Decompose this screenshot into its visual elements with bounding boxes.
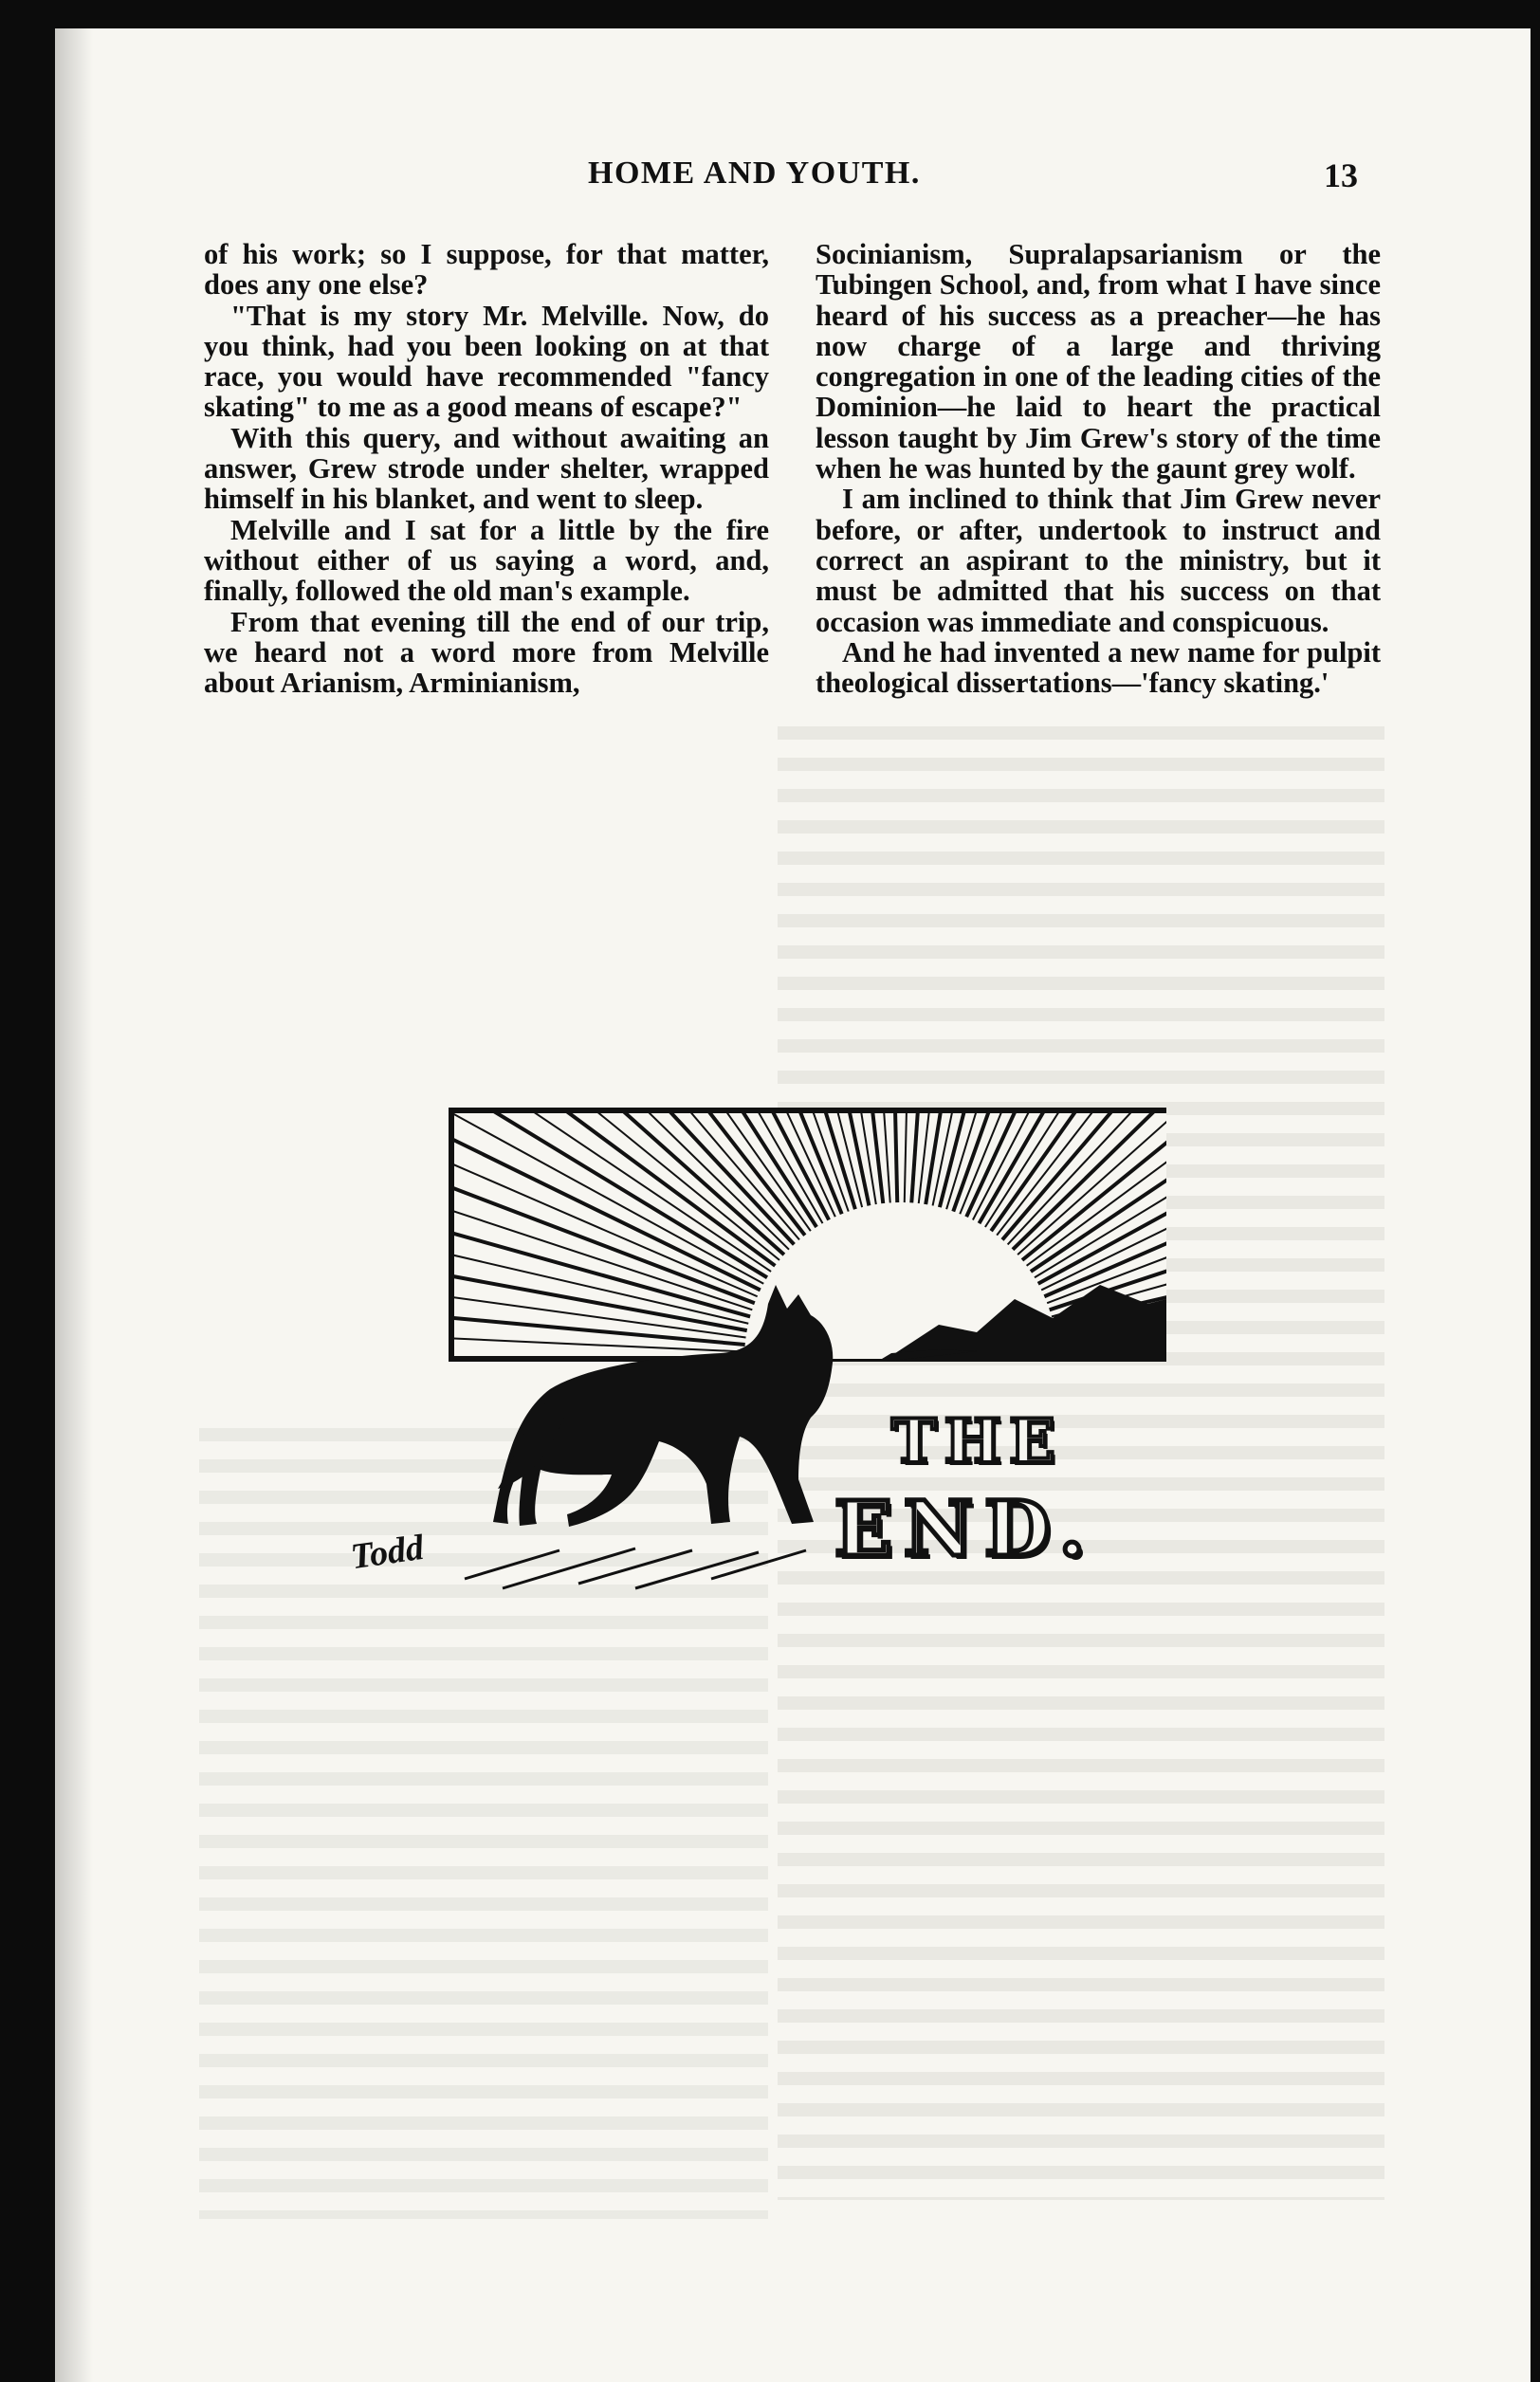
wolf-illustration — [348, 1105, 1166, 1607]
paragraph: With this query, and without awaiting an answer, Grew strode under shelter, wrapped himself in his blanket, and went to sleep. — [204, 421, 769, 516]
right-column — [816, 239, 1381, 698]
gutter-shadow — [55, 28, 93, 2382]
page-number: 13 — [1324, 156, 1358, 194]
paragraph: "That is my story Mr. Melville. Now, do you think, had you been looking on at that race, you would have recommended "fancy skating" to me as a good means of escape?" — [204, 299, 769, 424]
artist-signature: Todd — [348, 1527, 427, 1578]
paragraph: Socinianism, Supralapsarianism or the Tubingen School, and, from what I have since heard of his success as a preacher—he has now charge of a large and thriving congregation in one of the leading cities of the Dominion—he laid to heart the practical lesson taught by Jim Grew's story of the time when he was hunted by the gaunt grey wolf. — [816, 238, 1381, 486]
paragraph: From that evening till the end of our trip, we heard not a word more from Melville about Arianism, Arminianism, — [204, 605, 769, 700]
paragraph: Melville and I sat for a little by the fire without either of us saying a word, and, finally, followed the old man's example. — [204, 513, 769, 608]
paragraph: And he had invented a new name for pulpit theological dissertations—'fancy skating.' — [816, 635, 1381, 700]
paragraph: I am inclined to think that Jim Grew never before, or after, undertook to instruct and correct an aspirant to the ministry, but it must be admitted that his success on that occasion was immediate and conspicuous. — [816, 483, 1381, 638]
the-end-line-1: THE — [891, 1406, 1063, 1477]
the-end-line-2: END. — [834, 1484, 1097, 1573]
left-column — [204, 239, 769, 698]
running-head: HOME AND YOUTH. — [588, 156, 921, 191]
paragraph: of his work; so I suppose, for that matter, does any one else? — [204, 238, 769, 302]
ground-hatching — [465, 1548, 806, 1588]
